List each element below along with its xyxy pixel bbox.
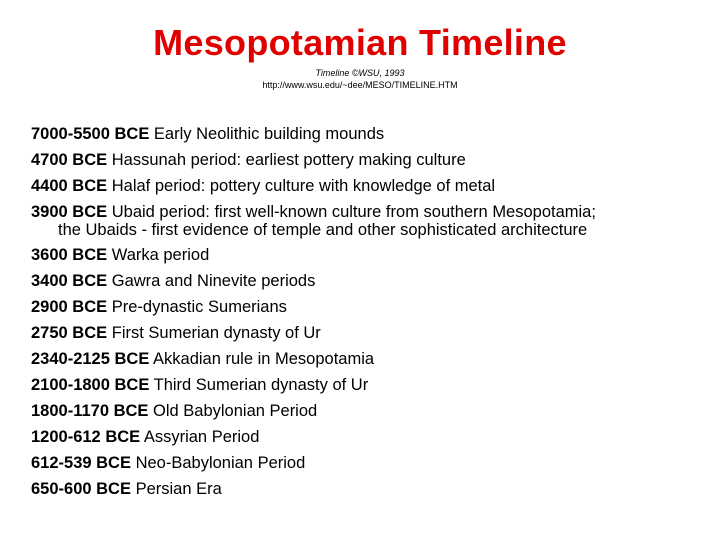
entry-text: Hassunah period: earliest pottery making culture bbox=[111, 151, 466, 169]
timeline-entry bbox=[31, 242, 711, 268]
entry-date: 4700 BCE bbox=[31, 151, 108, 169]
credit-url: http://www.wsu.edu/~dee/MESO/TIMELINE.HTM bbox=[262, 80, 458, 90]
entry-date: 1200-612 BCE bbox=[31, 428, 141, 446]
entry-date: 2100-1800 BCE bbox=[31, 376, 150, 394]
entry-text: Halaf period: pottery culture with knowledge of metal bbox=[111, 177, 496, 195]
timeline-entry bbox=[31, 294, 711, 320]
timeline-entry bbox=[31, 424, 711, 450]
entry-date: 650-600 BCE bbox=[31, 480, 131, 498]
entry-text: Early Neolithic building mounds bbox=[153, 125, 385, 143]
timeline-entry bbox=[31, 147, 711, 173]
entry-text: Assyrian Period bbox=[143, 428, 260, 446]
entry-date: 2900 BCE bbox=[31, 298, 108, 316]
entry-date: 3900 BCE bbox=[31, 203, 108, 221]
entry-date: 7000-5500 BCE bbox=[31, 125, 150, 143]
entry-text: Warka period bbox=[111, 246, 210, 264]
entry-text: Persian Era bbox=[135, 480, 222, 498]
entry-text: Pre-dynastic Sumerians bbox=[111, 298, 287, 316]
timeline-entry bbox=[31, 199, 711, 240]
entry-text: First Sumerian dynasty of Ur bbox=[111, 324, 321, 342]
entry-continuation: the Ubaids - first evidence of temple and other sophisticated architecture bbox=[58, 221, 588, 239]
entry-text: Gawra and Ninevite periods bbox=[111, 272, 316, 290]
timeline-entry bbox=[31, 372, 711, 398]
timeline-entry bbox=[31, 398, 711, 424]
credit-line: Timeline ©WSU, 1993 bbox=[315, 68, 405, 78]
entry-date: 1800-1170 BCE bbox=[31, 402, 149, 420]
entry-text: Ubaid period: first well-known culture from southern Mesopotamia; bbox=[111, 203, 596, 221]
timeline-list bbox=[31, 121, 711, 502]
timeline-entry bbox=[31, 346, 711, 372]
entry-text: Third Sumerian dynasty of Ur bbox=[153, 376, 369, 394]
entry-date: 2340-2125 BCE bbox=[31, 350, 150, 368]
timeline-entry bbox=[31, 450, 711, 476]
page-title: Mesopotamian Timeline bbox=[153, 22, 567, 63]
timeline-entry bbox=[31, 268, 711, 294]
entry-date: 4400 BCE bbox=[31, 177, 108, 195]
timeline-entry bbox=[31, 121, 711, 147]
timeline-entry bbox=[31, 320, 711, 346]
entry-date: 612-539 BCE bbox=[31, 454, 131, 472]
timeline-entry bbox=[31, 173, 711, 199]
entry-text: Neo-Babylonian Period bbox=[135, 454, 306, 472]
entry-text: Old Babylonian Period bbox=[153, 402, 318, 420]
entry-date: 2750 BCE bbox=[31, 324, 108, 342]
entry-date: 3600 BCE bbox=[31, 246, 108, 264]
entry-text: Akkadian rule in Mesopotamia bbox=[153, 350, 375, 368]
entry-date: 3400 BCE bbox=[31, 272, 108, 290]
timeline-entry bbox=[31, 476, 711, 502]
